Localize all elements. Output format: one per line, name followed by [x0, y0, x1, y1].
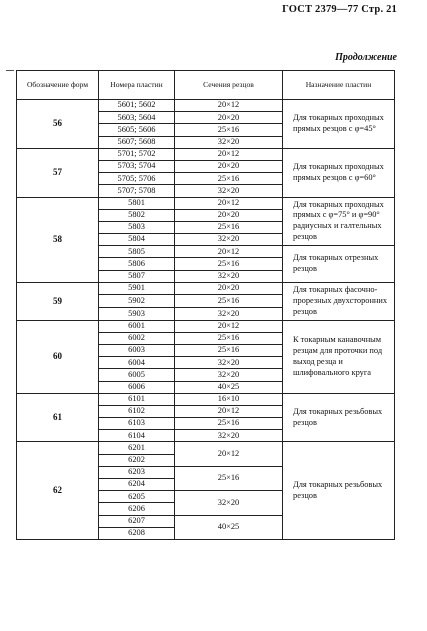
plate-number: 5601; 5602: [99, 100, 175, 112]
plate-number: 5802: [99, 209, 175, 221]
section: 16×10: [175, 393, 283, 405]
form-cell: 60: [17, 320, 99, 393]
plate-number: 6001: [99, 320, 175, 332]
col-header-plate-numbers: Номера пластин: [99, 71, 175, 100]
plate-number: 5707; 5708: [99, 185, 175, 197]
section: 20×12: [175, 320, 283, 332]
section: 20×12: [175, 442, 283, 466]
purpose-cell: Для токарных проходных прямых с φ=75° и φ=90° радиусных и галтельных резцов: [283, 197, 395, 246]
col-header-sections: Сечения резцов: [175, 71, 283, 100]
plate-number: 5903: [99, 307, 175, 320]
plate-number: 6207: [99, 515, 175, 527]
section: 25×16: [175, 258, 283, 270]
section: 25×16: [175, 221, 283, 233]
plate-number: 6206: [99, 503, 175, 515]
section: 25×16: [175, 295, 283, 308]
plate-number: 5607; 5608: [99, 136, 175, 148]
section: 40×25: [175, 515, 283, 539]
table-row: [17, 282, 395, 295]
plate-number: 6205: [99, 491, 175, 503]
plate-number: 6003: [99, 344, 175, 356]
plate-number: 5806: [99, 258, 175, 270]
section: 32×20: [175, 369, 283, 381]
purpose-cell: Для токарных резьбовых резцов: [283, 442, 395, 540]
purpose-cell: Для токарных проходных прямых резцов с φ=60°: [283, 148, 395, 197]
plate-number: 5703; 5704: [99, 160, 175, 172]
plate-number: 6103: [99, 418, 175, 430]
table-row: [17, 442, 395, 454]
section: 32×20: [175, 491, 283, 515]
section: 32×20: [175, 307, 283, 320]
section: 20×20: [175, 209, 283, 221]
plate-number: 6203: [99, 466, 175, 478]
page-header: ГОСТ 2379—77 Стр. 21: [282, 4, 397, 15]
section: 20×20: [175, 112, 283, 124]
form-cell: 61: [17, 393, 99, 442]
section: 32×20: [175, 234, 283, 246]
table-row: [17, 197, 395, 209]
plate-number: 6104: [99, 430, 175, 442]
form-cell: 59: [17, 282, 99, 320]
section: 20×20: [175, 282, 283, 295]
section: 20×12: [175, 148, 283, 160]
plate-number: 6005: [99, 369, 175, 381]
section: 25×16: [175, 124, 283, 136]
section: 40×25: [175, 381, 283, 393]
plate-number: 6202: [99, 454, 175, 466]
section: 32×20: [175, 430, 283, 442]
purpose-cell: Для токарных резьбовых резцов: [283, 393, 395, 442]
purpose-cell: Для токарных отрезных резцов: [283, 246, 395, 283]
section: 32×20: [175, 270, 283, 282]
form-cell: 57: [17, 148, 99, 197]
table-row: [17, 148, 395, 160]
section: 25×16: [175, 173, 283, 185]
plate-number: 5901: [99, 282, 175, 295]
section: 20×12: [175, 246, 283, 258]
continuation-label: Продолжение: [335, 52, 397, 63]
section: 25×16: [175, 418, 283, 430]
plate-number: 5902: [99, 295, 175, 308]
table-row: [17, 320, 395, 332]
plate-number: 5605; 5606: [99, 124, 175, 136]
plate-number: 6208: [99, 527, 175, 539]
purpose-cell: К токарным канавочным резцам для проточки под выход резца и шлифовального круга: [283, 320, 395, 393]
section: 32×20: [175, 136, 283, 148]
plate-number: 5804: [99, 234, 175, 246]
form-cell: 58: [17, 197, 99, 282]
plates-table: [16, 70, 395, 540]
plate-number: 5701; 5702: [99, 148, 175, 160]
section: 25×16: [175, 466, 283, 490]
form-cell: 56: [17, 100, 99, 149]
plate-number: 6004: [99, 357, 175, 369]
plate-number: 6002: [99, 332, 175, 344]
plate-number: 5603; 5604: [99, 112, 175, 124]
table-row: [17, 100, 395, 112]
section: 25×16: [175, 332, 283, 344]
plate-number: 5705; 5706: [99, 173, 175, 185]
plate-number: 6204: [99, 479, 175, 491]
section: 32×20: [175, 185, 283, 197]
plate-number: 6102: [99, 405, 175, 417]
plate-number: 5801: [99, 197, 175, 209]
purpose-cell: Для токарных проходных прямых резцов с φ=45°: [283, 100, 395, 149]
section: 20×12: [175, 405, 283, 417]
margin-mark: [6, 70, 14, 71]
table-row: [17, 393, 395, 405]
section: 32×20: [175, 357, 283, 369]
plate-number: 5805: [99, 246, 175, 258]
section: 25×16: [175, 344, 283, 356]
plate-number: 6101: [99, 393, 175, 405]
form-cell: 62: [17, 442, 99, 540]
plate-number: 5803: [99, 221, 175, 233]
section: 20×12: [175, 100, 283, 112]
purpose-cell: Для токарных фасочно-прорезных двухсторонних резцов: [283, 282, 395, 320]
section: 20×12: [175, 197, 283, 209]
section: 20×20: [175, 160, 283, 172]
table-header-row: [17, 71, 395, 100]
plate-number: 6006: [99, 381, 175, 393]
col-header-purpose: Назначение пластин: [283, 71, 395, 100]
plate-number: 5807: [99, 270, 175, 282]
col-header-forms: Обозначение форм: [17, 71, 99, 100]
plate-number: 6201: [99, 442, 175, 454]
